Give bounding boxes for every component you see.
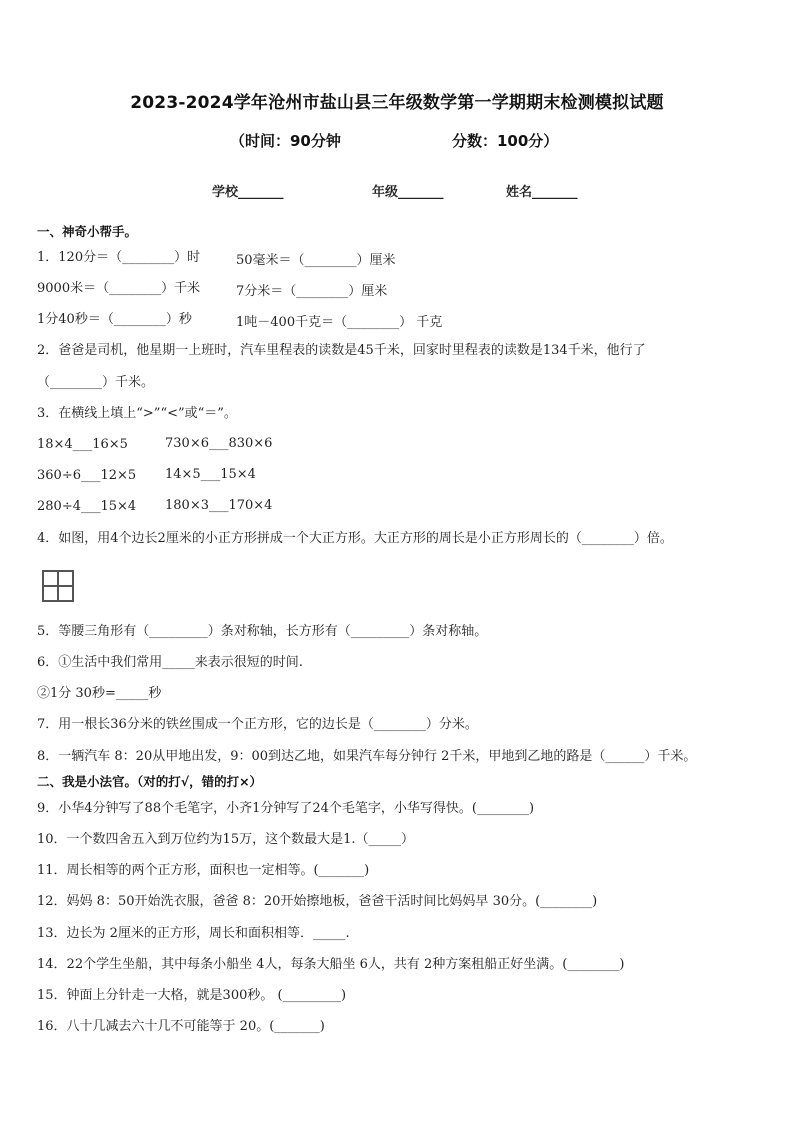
question-15: 15．钟面上分针走一大格，就是300秒。 (_________) [37, 988, 347, 1003]
question-1a: 1．120分＝（________）时 [37, 250, 201, 265]
four-squares-figure [42, 570, 74, 602]
question-10: 10．一个数四舍五入到万位约为15万，这个数最大是1.（_____） [37, 832, 414, 847]
exam-time: （时间：90分钟 [230, 132, 341, 150]
question-9: 9．小华4分钟写了88个毛笔字，小齐1分钟写了24个毛笔字，小华写得快。(________) [37, 801, 535, 816]
section-2-heading: 二、我是小法官。（对的打√，错的打×） [37, 774, 263, 789]
question-16: 16．八十几减去六十几不可能等于 20。(_______) [37, 1019, 325, 1034]
grade-field: 年级_______ [372, 185, 444, 200]
question-1d: 7分米＝（________）厘米 [236, 284, 388, 299]
question-1f: 1吨－400千克＝（________） 千克 [236, 315, 443, 330]
question-2-answer: （________）千米。 [37, 375, 155, 390]
question-3: 3．在横线上填上“>”“<”或“＝”。 [37, 406, 237, 421]
question-1e: 1分40秒＝（________）秒 [37, 312, 192, 327]
question-5: 5．等腰三角形有（_________）条对称轴，长方形有（_________）条对称轴。 [37, 624, 488, 639]
question-2: 2．爸爸是司机，他星期一上班时，汽车里程表的读数是45千米，回家时里程表的读数是134千米，他行了 [37, 343, 646, 358]
question-8: 8．一辆汽车 8：20从甲地出发，9：00到达乙地，如果汽车每分钟行 2千米，甲地到乙地的路是（______）千米。 [37, 749, 697, 764]
question-3d: 14×5___15×4 [165, 467, 256, 482]
question-3e: 280÷4___15×4 [37, 499, 137, 514]
question-3a: 18×4___16×5 [37, 437, 128, 452]
question-13: 13．边长为 2厘米的正方形，周长和面积相等．_____. [37, 926, 350, 941]
question-12: 12．妈妈 8：50开始洗衣服，爸爸 8：20开始擦地板，爸爸干活时间比妈妈早 30分。(________) [37, 894, 598, 909]
exam-score: 分数：100分） [452, 132, 559, 150]
question-3c: 360÷6___12×5 [37, 468, 137, 483]
question-1b: 50毫米＝（________）厘米 [236, 253, 396, 268]
school-field: 学校_______ [212, 185, 284, 200]
question-6b: ②1分 30秒=_____秒 [37, 686, 162, 701]
question-3b: 730×6___830×6 [165, 436, 273, 451]
question-7: 7．用一根长36分米的铁丝围成一个正方形，它的边长是（________）分米。 [37, 717, 478, 732]
question-14: 14．22个学生坐船，其中每条小船坐 4人，每条大船坐 6人，共有 2种方案租船正好坐满。(________) [37, 957, 625, 972]
page-title: 2023-2024学年沧州市盐山县三年级数学第一学期期末检测模拟试题 [130, 93, 664, 113]
question-6a: 6．①生活中我们常用_____来表示很短的时间. [37, 655, 303, 670]
question-4: 4．如图，用4个边长2厘米的小正方形拼成一个大正方形。大正方形的周长是小正方形周长的（________）倍。 [37, 531, 673, 546]
question-3f: 180×3___170×4 [165, 498, 273, 513]
name-field: 姓名_______ [506, 185, 578, 200]
question-11: 11．周长相等的两个正方形，面积也一定相等。(_______) [37, 863, 370, 878]
question-1c: 9000米＝（________）千米 [37, 281, 201, 296]
figure-horizontal-line [44, 585, 72, 587]
section-1-heading: 一、神奇小帮手。 [37, 224, 138, 239]
